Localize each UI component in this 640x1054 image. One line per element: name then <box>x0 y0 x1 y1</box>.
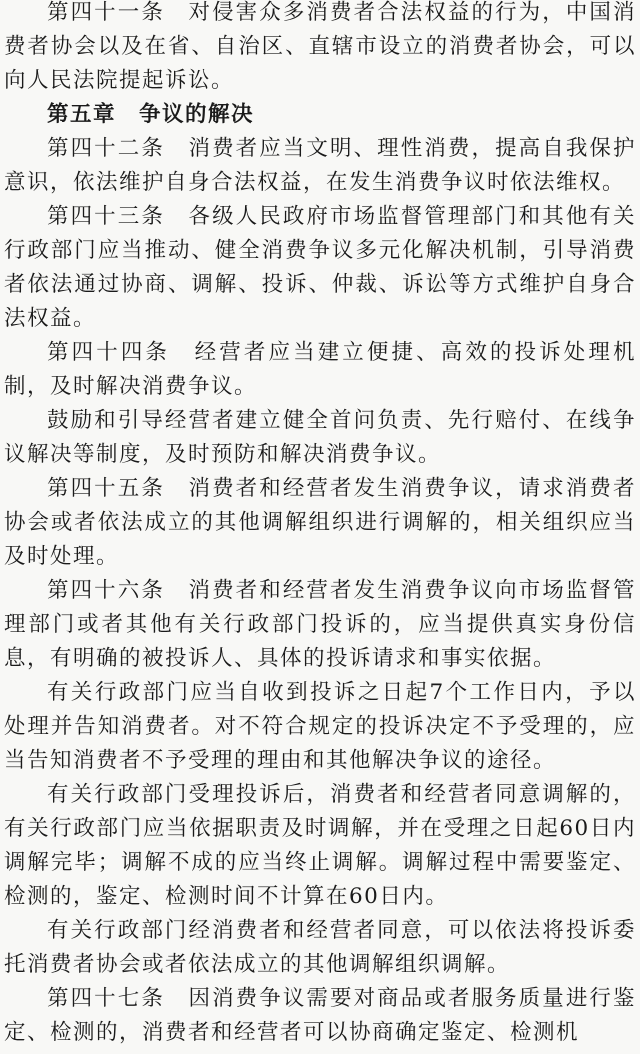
article-44-paragraph-2: 鼓励和引导经营者建立健全首问负责、先行赔付、在线争议解决等制度，及时预防和解决消费争议。 <box>4 408 636 467</box>
article-42-paragraph: 第四十二条 消费者应当文明、理性消费，提高自我保护意识，依法维护自身合法权益，在发生消费争议时依法维权。 <box>4 136 636 195</box>
chapter-5-heading: 第五章 争议的解决 <box>47 102 255 127</box>
article-44-paragraph: 第四十四条 经营者应当建立便捷、高效的投诉处理机制，及时解决消费争议。 <box>4 340 636 399</box>
article-43-paragraph: 第四十三条 各级人民政府市场监督管理部门和其他有关行政部门应当推动、健全消费争议多元化解决机制，引导消费者依法通过协商、调解、投诉、仲裁、诉讼等方式维护自身合法权益。 <box>4 204 636 331</box>
article-46-paragraph-2: 有关行政部门应当自收到投诉之日起7个工作日内，予以处理并告知消费者。对不符合规定的投诉决定不予受理的，应当告知消费者不予受理的理由和其他解决争议的途径。 <box>4 680 636 773</box>
article-47-paragraph: 第四十七条 因消费争议需要对商品或者服务质量进行鉴定、检测的，消费者和经营者可以协商确定鉴定、检测机 <box>4 986 636 1045</box>
article-45-paragraph: 第四十五条 消费者和经营者发生消费争议，请求消费者协会或者依法成立的其他调解组织进行调解的，相关组织应当及时处理。 <box>4 476 636 569</box>
article-46-paragraph: 第四十六条 消费者和经营者发生消费争议向市场监督管理部门或者其他有关行政部门投诉的，应当提供真实身份信息，有明确的被投诉人、具体的投诉请求和事实依据。 <box>4 578 636 671</box>
article-41-paragraph: 第四十一条 对侵害众多消费者合法权益的行为，中国消费者协会以及在省、自治区、直辖市设立的消费者协会，可以向人民法院提起诉讼。 <box>4 0 636 93</box>
article-46-paragraph-3: 有关行政部门受理投诉后，消费者和经营者同意调解的，有关行政部门应当依据职责及时调解，并在受理之日起60日内调解完毕；调解不成的应当终止调解。调解过程中需要鉴定、检测的，鉴定、检测时间不计算在60日内。 <box>4 782 636 909</box>
article-46-paragraph-4: 有关行政部门经消费者和经营者同意，可以依法将投诉委托消费者协会或者依法成立的其他调解组织调解。 <box>4 918 636 977</box>
